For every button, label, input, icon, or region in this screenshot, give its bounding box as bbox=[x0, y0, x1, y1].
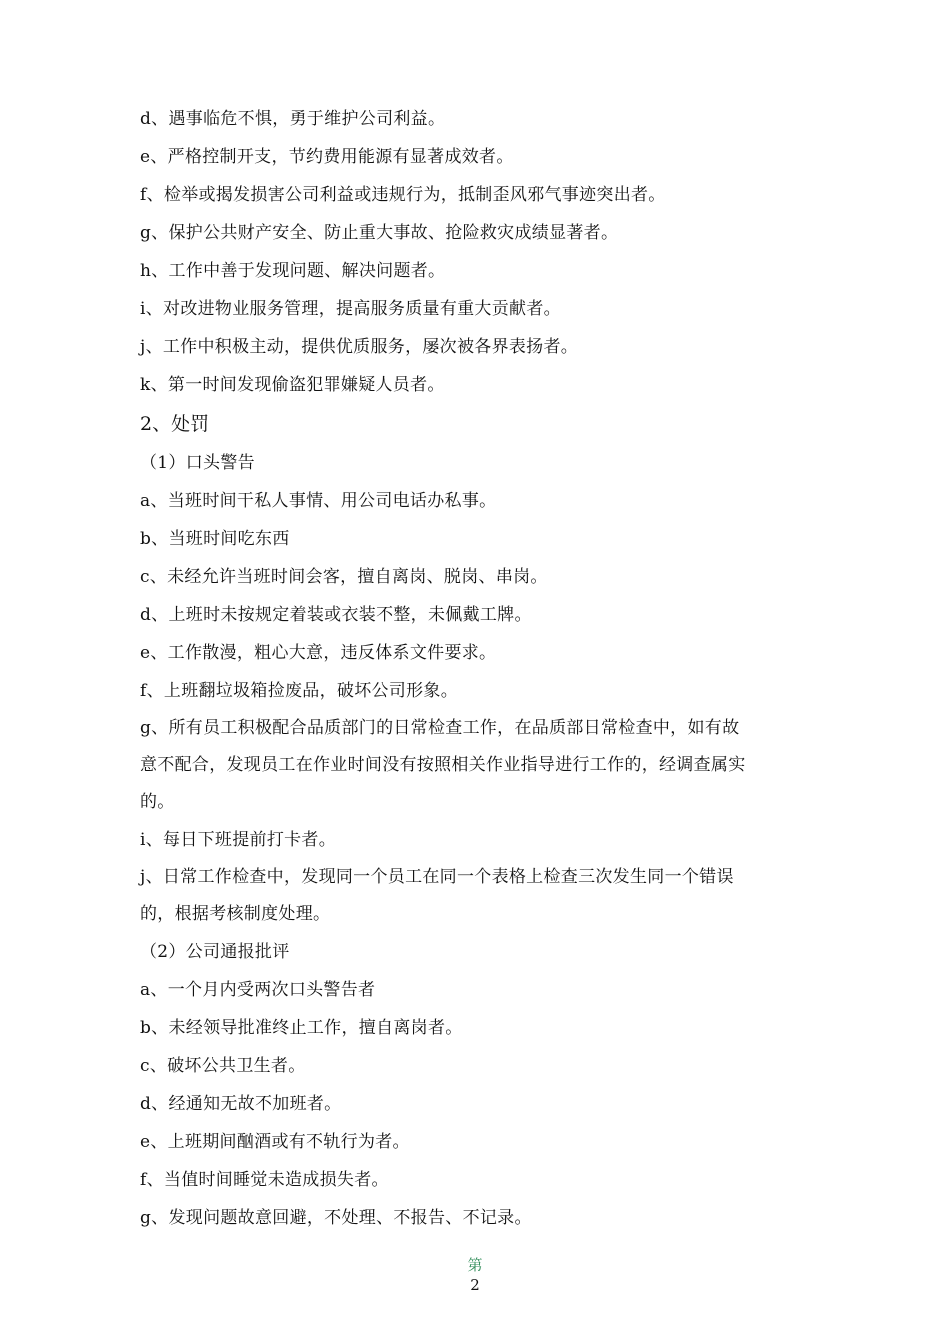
warning-item-g-line-3: 的。 bbox=[140, 792, 175, 812]
criticism-item-d: d、经通知无故不加班者。 bbox=[140, 1094, 342, 1114]
reward-item-g: g、保护公共财产安全、防止重大事故、抢险救灾成绩显著者。 bbox=[140, 223, 619, 243]
section-heading-punishment: 2、处罚 bbox=[140, 413, 210, 435]
public-criticism-section bbox=[140, 933, 820, 1237]
warning-item-j-line-1: j、日常工作检查中，发现同一个员工在同一个表格上检查三次发生同一个错误 bbox=[140, 867, 734, 887]
warning-item-e: e、工作散漫，粗心大意，违反体系文件要求。 bbox=[140, 643, 497, 663]
criticism-item-b: b、未经领导批准终止工作，擅自离岗者。 bbox=[140, 1018, 463, 1038]
warning-item-j bbox=[140, 859, 820, 933]
warning-item-d: d、上班时未按规定着装或衣装不整，未佩戴工牌。 bbox=[140, 605, 532, 625]
subsection-title-public-criticism: （2）公司通报批评 bbox=[140, 942, 290, 962]
reward-item-j: j、工作中积极主动，提供优质服务，屡次被各界表扬者。 bbox=[140, 337, 579, 357]
subsection-title-verbal-warning: （1）口头警告 bbox=[140, 453, 255, 473]
reward-item-d: d、遇事临危不惧，勇于维护公司利益。 bbox=[140, 109, 446, 129]
page-number: 2 bbox=[470, 1276, 480, 1294]
document-body bbox=[140, 100, 820, 1237]
warning-item-i: i、每日下班提前打卡者。 bbox=[140, 830, 337, 850]
page-footer-label: 第 bbox=[467, 1256, 483, 1274]
criticism-item-g: g、发现问题故意回避，不处理、不报告、不记录。 bbox=[140, 1208, 532, 1228]
warning-item-f: f、上班翻垃圾箱捡废品，破坏公司形象。 bbox=[140, 681, 458, 701]
reward-item-h: h、工作中善于发现问题、解决问题者。 bbox=[140, 261, 446, 281]
criticism-item-a: a、一个月内受两次口头警告者 bbox=[140, 980, 376, 1000]
warning-item-g-line-1: g、所有员工积极配合品质部门的日常检查工作，在品质部日常检查中，如有故 bbox=[140, 718, 740, 738]
warning-item-j-line-2: 的，根据考核制度处理。 bbox=[140, 904, 331, 924]
warning-item-b: b、当班时间吃东西 bbox=[140, 529, 290, 549]
reward-item-e: e、严格控制开支，节约费用能源有显著成效者。 bbox=[140, 147, 514, 167]
reward-item-i: i、对改进物业服务管理，提高服务质量有重大贡献者。 bbox=[140, 299, 561, 319]
warning-item-g-line-2: 意不配合，发现员工在作业时间没有按照相关作业指导进行工作的，经调查属实 bbox=[140, 755, 746, 775]
rewards-list bbox=[140, 100, 820, 404]
criticism-item-e: e、上班期间酗酒或有不轨行为者。 bbox=[140, 1132, 410, 1152]
verbal-warning-section bbox=[140, 444, 820, 933]
warning-item-g bbox=[140, 710, 820, 821]
criticism-item-f: f、当值时间睡觉未造成损失者。 bbox=[140, 1170, 389, 1190]
reward-item-k: k、第一时间发现偷盗犯罪嫌疑人员者。 bbox=[140, 375, 445, 395]
warning-item-a: a、当班时间干私人事情、用公司电话办私事。 bbox=[140, 491, 497, 511]
warning-item-c: c、未经允许当班时间会客，擅自离岗、脱岗、串岗。 bbox=[140, 567, 548, 587]
reward-item-f: f、检举或揭发损害公司利益或违规行为，抵制歪风邪气事迹突出者。 bbox=[140, 185, 666, 205]
criticism-item-c: c、破坏公共卫生者。 bbox=[140, 1056, 306, 1076]
